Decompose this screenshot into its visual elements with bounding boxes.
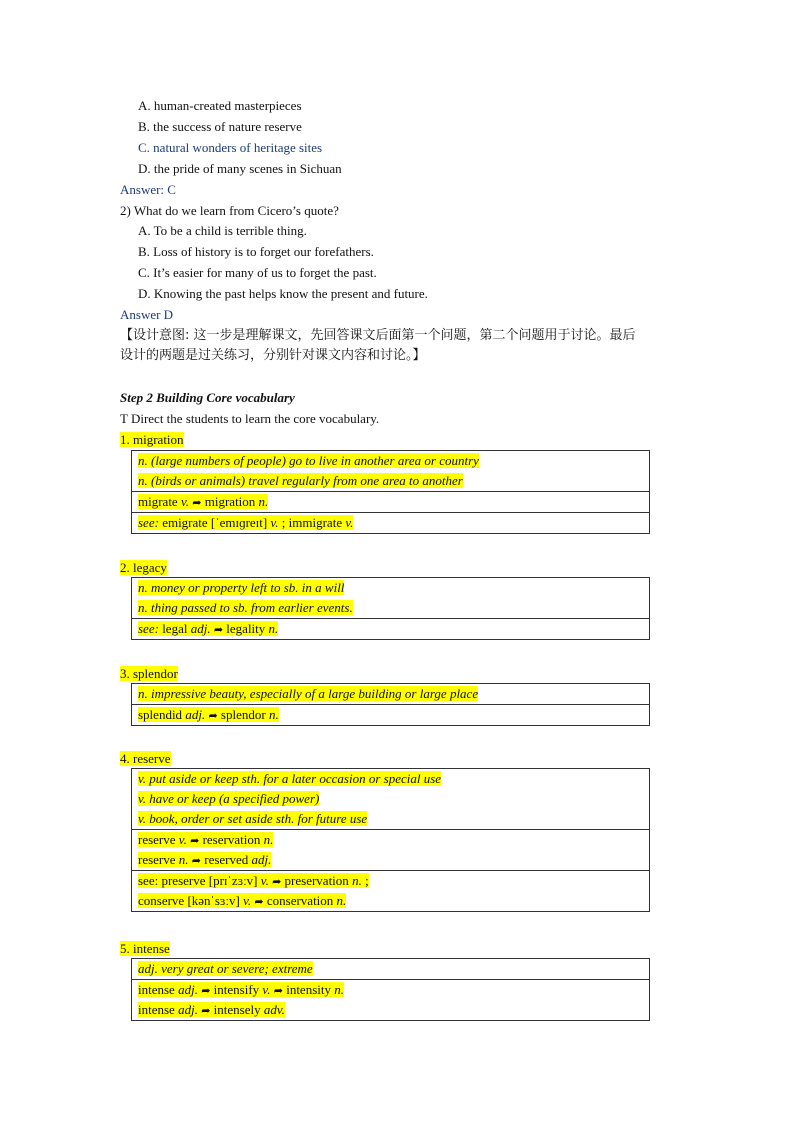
q2-option-b: B. Loss of history is to forget our forefathers.: [138, 244, 374, 259]
q1-option-b: B. the success of nature reserve: [138, 119, 302, 134]
arrow-icon: ➦: [201, 1004, 211, 1017]
q1-answer: Answer: C: [120, 182, 176, 197]
definition: adj. very great or severe; extreme: [138, 961, 313, 976]
vocab-heading-splendor: 3. splendor: [120, 666, 178, 681]
definition: n. money or property left to sb. in a will: [138, 580, 345, 595]
vocab-table-splendor: [131, 683, 650, 726]
q1-option-a: A. human-created masterpieces: [138, 98, 302, 113]
see-also: see: preserve [prɪˈzɜːv] v. ➦ preservation n. ;: [138, 873, 369, 888]
arrow-icon: ➦: [272, 875, 282, 888]
vocab-heading-intense: 5. intense: [120, 941, 170, 956]
vocab-table-legacy: [131, 577, 650, 640]
arrow-icon: ➦: [190, 834, 200, 847]
see-also: conserve [kənˈsɜːv] v. ➦ conservation n.: [138, 893, 347, 908]
arrow-icon: ➦: [254, 895, 264, 908]
step2-title: Step 2 Building Core vocabulary: [120, 390, 295, 405]
q2-answer: Answer D: [120, 307, 174, 322]
definition: n. (large numbers of people) go to live in another area or country: [138, 453, 479, 468]
q2-question: 2) What do we learn from Cicero’s quote?: [120, 203, 339, 218]
step2-instruction: T Direct the students to learn the core vocabulary.: [120, 411, 380, 426]
definition: v. have or keep (a specified power): [138, 791, 320, 806]
word-forms: reserve n. ➦ reserved adj.: [138, 852, 272, 867]
q1-option-d: D. the pride of many scenes in Sichuan: [138, 161, 342, 176]
vocab-table-migration: [131, 450, 650, 534]
arrow-icon: ➦: [201, 984, 211, 997]
definition: n. (birds or animals) travel regularly from one area to another: [138, 473, 463, 488]
see-also: see: emigrate [ˈemɪɡreɪt] v. ; immigrate v.: [138, 515, 354, 530]
q1-option-c: C. natural wonders of heritage sites: [138, 140, 323, 155]
arrow-icon: ➦: [273, 984, 283, 997]
arrow-icon: ➦: [191, 854, 201, 867]
see-also: see: legal adj. ➦ legality n.: [138, 621, 279, 636]
vocab-heading-legacy: 2. legacy: [120, 560, 167, 575]
vocab-heading-reserve: 4. reserve: [120, 751, 171, 766]
definition: v. put aside or keep sth. for a later occasion or special use: [138, 771, 442, 786]
word-forms: intense adj. ➦ intensely adv.: [138, 1002, 285, 1017]
vocab-heading-migration: 1. migration: [120, 432, 184, 447]
vocab-table-intense: [131, 958, 650, 1021]
definition: v. book, order or set aside sth. for future use: [138, 811, 368, 826]
definition: n. thing passed to sb. from earlier events.: [138, 600, 353, 615]
q2-option-c: C. It’s easier for many of us to forget the past.: [138, 265, 377, 280]
design-note-line2: 设计的两题是过关练习，分别针对课文内容和讨论。】: [120, 348, 426, 363]
word-forms: intense adj. ➦ intensify v. ➦ intensity n.: [138, 982, 344, 997]
arrow-icon: ➦: [208, 709, 218, 722]
q2-option-a: A. To be a child is terrible thing.: [138, 223, 307, 238]
arrow-icon: ➦: [213, 623, 224, 636]
design-note-line1: 【设计意图: 这一步是理解课文，先回答课文后面第一个问题，第二个问题用于讨论。最后: [120, 328, 636, 343]
q2-option-d: D. Knowing the past helps know the present and future.: [138, 286, 428, 301]
vocab-table-reserve: [131, 768, 650, 912]
word-forms: migrate v. ➦ migration n.: [138, 494, 269, 509]
definition: n. impressive beauty, especially of a large building or large place: [138, 686, 479, 701]
word-forms: reserve v. ➦ reservation n.: [138, 832, 274, 847]
arrow-icon: ➦: [192, 496, 202, 509]
word-forms: splendid adj. ➦ splendor n.: [138, 707, 279, 722]
